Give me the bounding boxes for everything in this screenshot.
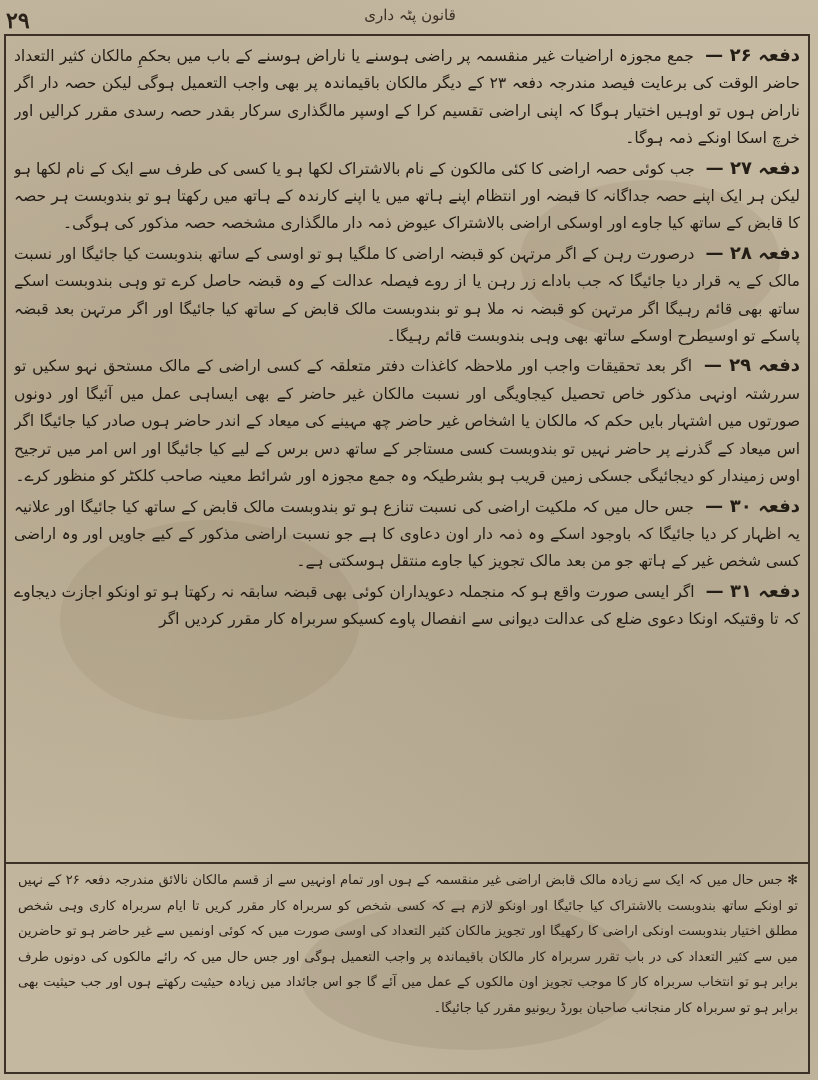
clause-text: جب کوئی حصہ اراضی کا کئی مالکون کے نام بالاشتراک لکھا ہو یا کسی کی طرف سے ایک کے نام لکھا ہو لیکن ہر ایک اپنے حصہ جداگانہ کا قبضہ اور انتظام اپنے ہاتھ میں یا اپنے کارندہ کے ہاتھ میں رکھتا ہو تو بندوبست ہر حصہ کا قابض کے ساتھ کیا جاوے اور اوسکی اراضی بالاشتراک عیوض ذمہ دار مالگذاری مشخصہ حصہ مذکور کی ہوگی۔ bbox=[14, 159, 800, 233]
footnote bbox=[18, 868, 798, 1068]
footnote-divider bbox=[4, 862, 810, 864]
footnote-text: جس حال میں کہ ایک سے زیادہ مالک قابض اراضی غیر منقسمہ کے ہوں اور تمام اونہیں سے از قسم مالکان نالائق مندرجہ دفعہ ۲۶ کے نہیں تو اونکے ساتھ بندوبست بالاشتراک کیا جائیگا اور اونکو لازم ہے کہ کسی شخص کو سربراہ کار مقرر کریں تا ایام سربراہ کاری وہی شخص مطلق اختیار بندوبست اونکی اراضی کا رکھیگا اور تجویز مالکان کثیر التعداد کی اوسی صورت میں کہ کوئی اونمیں سے غیر حاضر ہو تو حاضرین میں سے کثیر التعداد کی در باب تقرر سربراہ کار مالکان باقیماندہ پر واجب التعمیل ہوگی اور جس حال میں کہ رائے مالکوں کی دونوں طرف برابر ہو تو انتخاب سربراہ کار کا موجب تجویز اون مالکوں کے عمل میں آئے گا جو اس جائداد میں زیادہ حیثیت رکھتے ہوں اور جب حیثیت بھی برابر ہو تو سربراہ کار منجانب صاحبان بورڈ ریونیو مقرر کیا جائیگا۔ bbox=[18, 873, 798, 1016]
clause-label: دفعہ ۲۹ — bbox=[703, 355, 800, 377]
clause-31 bbox=[14, 578, 800, 634]
clause-label: دفعہ ۲۷ — bbox=[705, 157, 800, 179]
clause-28 bbox=[14, 240, 800, 351]
clause-29 bbox=[14, 352, 800, 490]
clause-30 bbox=[14, 493, 800, 576]
footnote-marker: ✻ bbox=[782, 873, 798, 888]
clause-text: درصورت رہن کے اگر مرتہن کو قبضہ اراضی کا ملگیا ہو تو اوسی کے ساتھ بندوبست کیا جائیگا اور نسبت مالک کے یہ قرار دیا جائیگا کہ جب باداے زر رہن یا از روے فیصلہ عدالت کے وہ قبضہ حاصل کرے تو وہی بندوبست اسکے ساتھ بھی قائم رہیگا اگر مرتہن کو قبضہ نہ ملا ہو تو بندوبست مالک قابض کے ساتھ کیا جائیگا اور اگر مرتہن بعد قبضہ پاسکے تو اوسیطرح اوسکے ساتھ بھی وہی بندوبست قائم رہیگا۔ bbox=[14, 244, 800, 346]
clause-label: دفعہ ۳۱ — bbox=[705, 580, 800, 602]
clause-text: جمع مجوزہ اراضیات غیر منقسمہ پر راضی ہوسنے یا ناراض ہوسنے کے باب میں بحکمِ مالکان کثیر التعداد حاضر الوقت کی برعایت فیصد مندرجہ دفعہ ۲۳ کے دیگر مالکان باقیماندہ پر بھی واجب التعمیل ہوگی لیکن حصہ دار اگر ناراض ہوں تو اوہیں اختیار ہوگا کہ اپنی اراضی تقسیم کرا کے اوسپر مالگذاری سرکار بقدر حصہ رسدی مقرر کرالیں اور خرچ اسکا اونکے ذمہ ہوگا۔ bbox=[14, 47, 800, 148]
clause-label: دفعہ ۳۰ — bbox=[705, 495, 800, 517]
clause-27 bbox=[14, 155, 800, 238]
clause-label: دفعہ ۲۸ — bbox=[705, 242, 800, 264]
running-title: قانون پٹہ داری bbox=[364, 6, 456, 24]
page-number: ۲۹ bbox=[6, 8, 30, 34]
clause-26 bbox=[14, 42, 800, 153]
clause-text: اگر ایسی صورت واقع ہو کہ منجملہ دعویداران کوئی بھی قبضہ سابقہ نہ رکھتا ہو تو اونکو اجازت دیجاوے کہ تا وقتیکہ اونکا دعوی ضلع کی عدالت دیوانی سے انفصال پاوے کسیکو سربراہ کار مقرر کردیں اگر bbox=[14, 582, 800, 629]
clause-text: جس حال میں کہ ملکیت اراضی کی نسبت تنازع ہو تو بندوبست مالک قابض کے ساتھ کیا جائیگا اور علانیہ یہ اظہار کر دیا جائیگا کہ باوجود اسکے وہ ذمہ دار اون دعاوی کا ہے جو نسبت اراضی مذکور کے کیے جاویں اور وہ اراضی کسی شخص غیر کے ہاتھ جو من بعد مالک تجویز کیا جاوے منتقل ہوسکتی ہے۔ bbox=[14, 497, 800, 571]
page-header bbox=[0, 4, 818, 32]
main-text bbox=[14, 42, 800, 858]
clause-label: دفعہ ۲۶ — bbox=[705, 45, 800, 66]
clause-text: اگر بعد تحقیقات واجب اور ملاحظہ کاغذات دفتر متعلقہ کے کسی اراضی کے مالک مستحق نہو سکیں تو سررشتہ اونہی مذکور خاص تحصیل کیجاویگی اور نسبت مالکان غیر حاضر کے بھی ایساہی عمل میں آئیگا اور دونوں صورتوں میں اشتہار بایں حکم کہ مالکان یا اشخاص غیر حاضر چھ مہینے کی میعاد کے اندر حاضر ہوں صادر کیا جائیگا اگر اس میعاد کے گذرنے پر حاضر نہیں تو بندوبست کسی مستاجر کے ساتھ دس برس کے لیے کیا جائیگا اور اس امر میں ترجیح اوس زمیندار کو دیجائیگی جسکی زمین قریب ہو بشرطیکہ وہ جمع مجوزہ اور شرائط معینہ صاحب کلکٹر کو منظور کرے۔ bbox=[14, 357, 800, 486]
